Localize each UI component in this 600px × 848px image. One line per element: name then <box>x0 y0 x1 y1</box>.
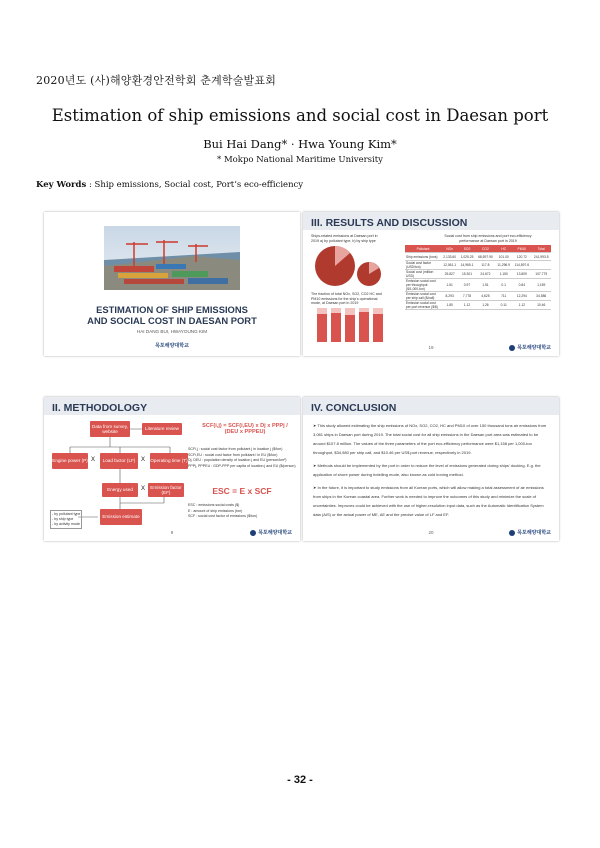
slide-conclusion <box>303 397 559 541</box>
conclusion-point: ➤ In the future, it is important to study emissions from all Korean ports, which will allow making a total assessment of air emissions from ships in the Korean coastal area. Further work is needed to improve the outcomes of this study and minimize the scale of uncertainties. Improves could be achieved with the use of higher-resolution input data, such as the Automatic Identification System data (AIS) or the actual power of ME, AE and the precise value of LF and EF. <box>313 485 544 517</box>
port-photo <box>104 226 240 290</box>
box-emission-factor: Emission factor (EF) <box>148 483 184 497</box>
table-row <box>405 279 551 292</box>
slide4-logo: 목포해양대학교 <box>509 529 551 536</box>
table-cell: 1.26 <box>476 301 495 310</box>
table-cell: 2,133.60 <box>441 253 458 261</box>
box-emission-estimate: Emission estimate <box>100 509 142 525</box>
table-cell: 0.84 <box>512 279 531 292</box>
table-cell: 7,778 <box>458 292 475 301</box>
table-cell: 12,061.1 <box>441 261 458 270</box>
box-operating-time: Operating time (T) <box>150 453 188 469</box>
slide3-page: 9 <box>170 530 174 535</box>
table-cell: Emission social cost per port revenue ($/$) <box>405 301 441 310</box>
table-cell: 0.11 <box>495 301 512 310</box>
table-cell: 25.827 <box>441 270 458 279</box>
table-cell: 107.779 <box>531 270 551 279</box>
slide2-page: 19 <box>428 345 434 350</box>
table-cell: 711 <box>495 292 512 301</box>
pie-caption: Ships-related emissions at Daesan port in 2019 a) by pollutant type, b) by ship type <box>311 234 378 243</box>
box-energy-used: Energy used <box>102 483 138 497</box>
slide1-title-line1: ESTIMATION OF SHIP EMISSIONS <box>96 304 248 315</box>
table-cell: 8,293 <box>441 292 458 301</box>
slide3-logo: 목포해양대학교 <box>250 529 292 536</box>
side-notes: - by pollutant type - by ship type - by activity mode <box>50 510 82 529</box>
paper-authors: Bui Hai Dang* · Hwa Young Kim* <box>203 137 397 151</box>
slide3-title: II. METHODOLOGY <box>52 402 148 414</box>
slide-title-page <box>44 212 300 356</box>
conference-header: 2020년도 (사)해양환경안전학회 춘계학술발표회 <box>36 74 277 87</box>
table-cell: 24.672 <box>476 270 495 279</box>
table-cell: 4,625 <box>476 292 495 301</box>
table-cell: 1.150 <box>495 270 512 279</box>
table-cell <box>531 261 551 270</box>
conclusion-points <box>313 421 549 523</box>
table-cell: 68,597.90 <box>476 253 495 261</box>
slide4-title: IV. CONCLUSION <box>311 402 397 414</box>
table-row <box>405 292 551 301</box>
table-cell: 1.12 <box>512 301 531 310</box>
table-row <box>405 301 551 310</box>
box-data-source: Data from survey, website <box>90 421 130 437</box>
table-caption: Social cost from ship emissions and port eco-efficiency performance at Daesan port in 2019 <box>444 234 532 243</box>
table-cell: 1,159 <box>531 279 551 292</box>
table-row <box>405 261 551 270</box>
table-cell: 120.72 <box>512 253 531 261</box>
table-cell: 0.97 <box>458 279 475 292</box>
paper-affiliation: * Mokpo National Maritime University <box>217 155 383 165</box>
paper-title: Estimation of ship emissions and social cost in Daesan port <box>51 106 549 125</box>
times-symbol-1: X <box>91 457 96 463</box>
pie-charts <box>313 244 383 290</box>
slide1-logo: 목포해양대학교 <box>155 343 189 349</box>
table-header-cell: Total <box>531 245 551 253</box>
keywords-text: : Ship emissions, Social cost, Port’s eco-efficiency <box>86 180 304 190</box>
conclusion-point: ➤ This study allowed estimating the ship emissions of NOx, SO2, CO2, HC and PM10 of over 150 thousand tons air emissions from 3,081 ships in Daesan port during 2019. The total social cost for all ship emissions in the Daesan port area was estimated to be around $107.8 million. The values of the three parameters of the port eco-efficiency performance were $1,158 per 1,000-ton throughput, $34,980 per ship call, and $10.46 per US$ port revenue, respectively in 2019. <box>313 423 547 455</box>
box-engine-power: Engine power (P) <box>52 453 88 469</box>
table-cell: 1,025.25 <box>458 253 475 261</box>
slide2-title: III. RESULTS AND DISCUSSION <box>311 217 468 229</box>
keywords-line <box>36 180 303 190</box>
table-header-cell: Pollutant <box>405 245 441 253</box>
times-symbol-2: X <box>141 457 146 463</box>
table-header-cell: CO2 <box>476 245 495 253</box>
formula-esc: ESC = E x SCF <box>212 486 272 496</box>
box-literature-review: Literature review <box>142 423 182 435</box>
table-cell: 14,965.1 <box>458 261 475 270</box>
table-cell: Emission social cost per ship call ($/call) <box>405 292 441 301</box>
slide-methodology <box>44 397 300 541</box>
table-cell: Social cost (million USD) <box>405 270 441 279</box>
table-row <box>405 270 551 279</box>
table-cell: 1.51 <box>476 279 495 292</box>
table-cell: 114,897.6 <box>512 261 531 270</box>
table-cell: 241,993.5 <box>531 253 551 261</box>
slide2-logo: 목포해양대학교 <box>509 344 551 351</box>
table-cell: 13.809 <box>512 270 531 279</box>
results-table <box>405 245 551 310</box>
table-cell: 11,296.9 <box>495 261 512 270</box>
table-row <box>405 253 551 261</box>
table-cell: Ship emissions (tons) <box>405 253 441 261</box>
table-header-cell: NOx <box>441 245 458 253</box>
box-load-factor: Load factor (LF) <box>100 453 138 469</box>
table-cell: 12,294 <box>512 292 531 301</box>
table-cell: Emission social cost per throughput ($/1,000-ton) <box>405 279 441 292</box>
table-cell: 117.8 <box>476 261 495 270</box>
keywords-label: Key Words <box>36 180 87 190</box>
formula-scf: SCF(i,j) = SCF(i,EU) x Dj x PPPj / (DEU x PPPEU) <box>202 423 288 435</box>
slide4-page: 20 <box>428 530 434 535</box>
slide1-authors: HAI DANG BUI, HWAYOUNG KIM <box>136 329 208 334</box>
slide1-title-line2: AND SOCIAL COST IN DAESAN PORT <box>87 315 257 326</box>
table-header-cell: PM10 <box>512 245 531 253</box>
table-cell: 15.301 <box>458 270 475 279</box>
bar-caption: The fraction of total NOx, SO2, CO2 HC and PM10 emissions for the ship's operational mode, at Daesan port in 2019 <box>311 292 382 305</box>
table-cell: 34,586 <box>531 292 551 301</box>
slide-results <box>303 212 559 356</box>
table-cell: 101.00 <box>495 253 512 261</box>
table-cell: 0.1 <box>495 279 512 292</box>
table-cell: 1.12 <box>458 301 475 310</box>
formula-scf-definitions: SCFi,j : social cost factor from pollutant j in location j ($/ton) SCFi,EU : social cost factor from pollutant i in EU ($/ton) Dj, DEU : population density of location j and EU (person/km²) PPPj, PPPEU : GDP-PPP per capita of location j and EU ($/person) <box>188 447 296 468</box>
conclusion-point: ➤ Methods should be implemented by the port in order to reduce the level of emissions generated during ships' docking. E.g. the application of shore power during hotelling mode, also known as cold ironing method. <box>313 463 541 477</box>
table-header-cell: SO2 <box>458 245 475 253</box>
times-symbol-3: X <box>141 486 146 492</box>
formula-esc-definitions: ESC : emissions social costs ($) E : amount of ship emissions (ton) SCF : social cost factor of emissions ($/ton) <box>188 503 258 518</box>
table-cell: 1.61 <box>441 279 458 292</box>
table-cell: Social cost factor (USD/ton) <box>405 261 441 270</box>
table-cell: 1.80 <box>441 301 458 310</box>
table-header-cell: HC <box>495 245 512 253</box>
stacked-bar-chart <box>313 306 387 346</box>
table-cell: 10.46 <box>531 301 551 310</box>
page-number: - 32 - <box>287 774 313 786</box>
